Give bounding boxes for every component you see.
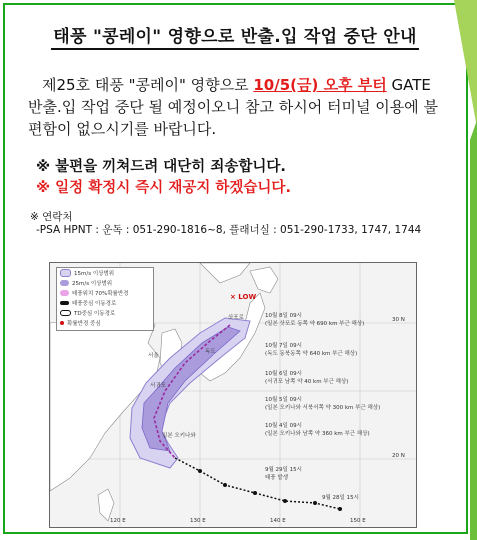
corner-side-shape: [470, 120, 477, 540]
typhoon-track-map: 15m/s 이상범위 25m/s 이상범위 태풍위치 70%확률반경 태풍중심 이동경로 TD중심 이동경로 확률반경 중심 × LOW 10월 8일 09시 (일본 삿포로 동쪽 약 690 km 부근 해상) 10월 7일 09시 (독도 동북동쪽 약 640 km 부근 해상) 10월 6일 09시 (서귀포 남쪽 약 40 km 부근 해상) 10월 5일 09시 (일본 오키나와 서북서쪽 약 300 km 부근 해상) 10월 4일 09시 (일본 오키나와 남쪽 약 360 km 부근 해상) 9월 29일 15시 태풍 발생 9월 28일 15시 서울 독도 서귀포 삿포로 일본 오키나와 30 N 20 N 120 E 130 E 140 E 150 E: [49, 262, 417, 528]
notice-title: 태풍 "콩레이" 영향으로 반출.입 작업 중단 안내: [0, 22, 470, 47]
map-legend: 15m/s 이상범위 25m/s 이상범위 태풍위치 70%확률반경 태풍중심 이동경로 TD중심 이동경로 확률반경 중심: [56, 267, 154, 331]
note-apology: ※ 불편을 끼쳐드려 대단히 죄송합니다.: [36, 159, 286, 175]
contact-heading: ※ 연락처: [30, 211, 73, 223]
note-reannounce: ※ 일정 확정시 즉시 재공지 하겠습니다.: [36, 180, 291, 196]
body-highlight-date: 10/5(금) 오후 부터: [253, 76, 387, 94]
contact-line: -PSA HPNT : 운독 : 051-290-1816~8, 플래너실 : 051-290-1733, 1747, 1744: [36, 224, 422, 236]
body-suffix: GATE 반출.입 작업 중단 될 예정이오니 참고 하시어 터미널 이용에 불편함이 없으시기를 바랍니다.: [28, 76, 438, 138]
body-prefix: 제25호 태풍 "콩레이" 영향으로: [42, 76, 254, 94]
low-label: × LOW: [230, 293, 257, 301]
notice-body: [28, 74, 448, 140]
